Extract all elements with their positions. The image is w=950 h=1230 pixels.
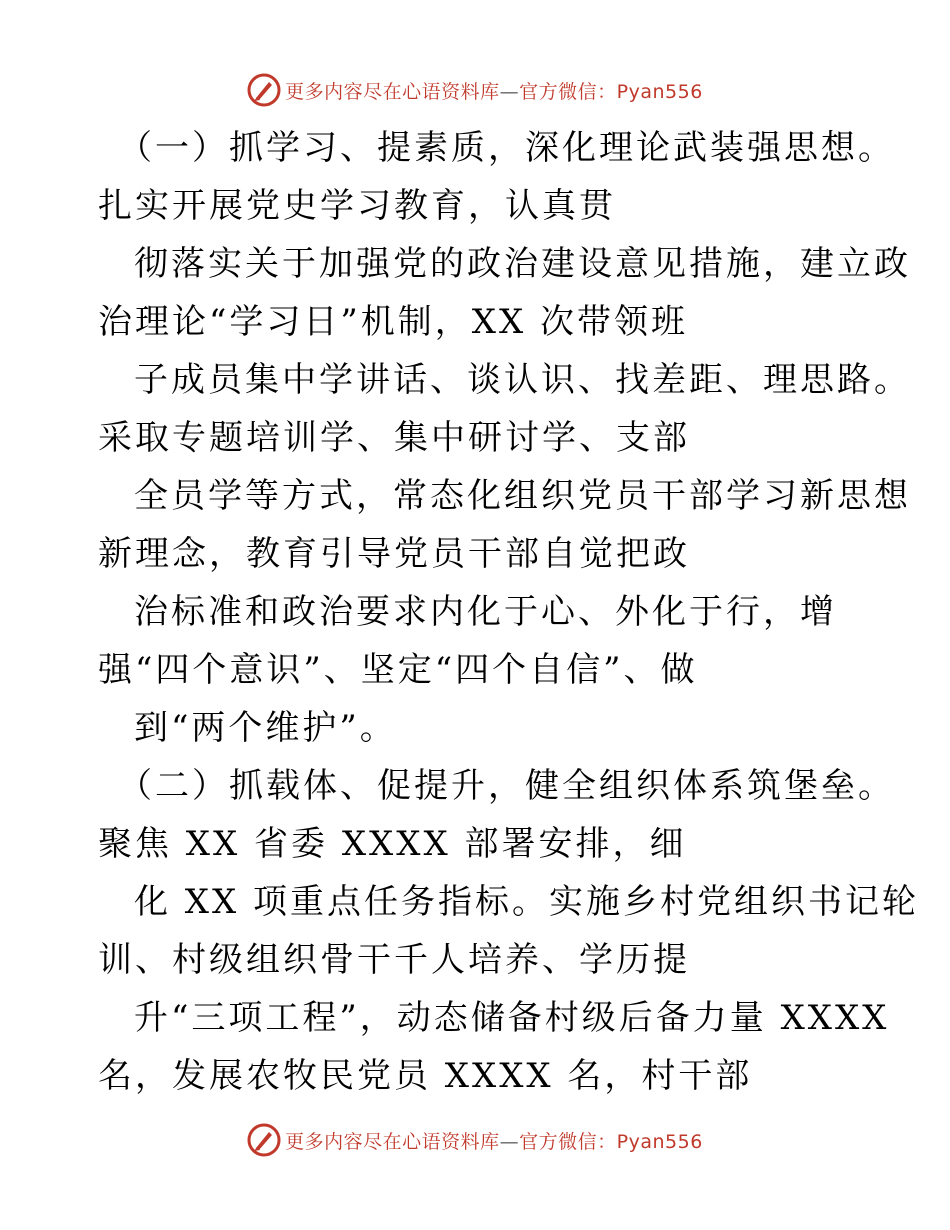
text-line-15: 训、村级组织骨干千人培养、学历提 — [98, 940, 690, 980]
text-line-2: 扎实开展党史学习教育，认真贯 — [98, 186, 616, 226]
text-line-5: 子成员集中学讲话、谈认识、找差距、理思路。 — [134, 360, 911, 400]
text-line-10: 强“四个意识”、坚定“四个自信”、做 — [98, 650, 698, 690]
watermark-text: 更多内容尽在心语资料库—官方微信：Pyan556 — [285, 80, 703, 103]
text-line-13: 聚焦 XX 省委 XXXX 部署安排，细 — [98, 824, 687, 864]
text-line-16: 升“三项工程”，动态储备村级后备力量 XXXX — [134, 998, 890, 1038]
header-watermark — [0, 70, 950, 110]
footer-watermark — [0, 1120, 950, 1160]
text-line-17: 名，发展农牧民党员 XXXX 名，村干部 — [98, 1056, 753, 1096]
text-line-9: 治标准和政治要求内化于心、外化于行，增 — [134, 592, 837, 632]
text-line-3: 彻落实关于加强党的政治建设意见措施，建立政 — [134, 244, 911, 284]
text-line-12: （二）抓载体、促提升，健全组织体系筑堡垒。 — [118, 766, 895, 806]
quill-pen-logo-icon — [247, 73, 281, 107]
text-line-11: 到“两个维护”。 — [134, 708, 397, 748]
text-line-8: 新理念，教育引导党员干部自觉把政 — [98, 534, 690, 574]
text-line-7: 全员学等方式，常态化组织党员干部学习新思想 — [134, 476, 911, 516]
quill-pen-logo-icon — [247, 1123, 281, 1157]
text-line-14: 化 XX 项重点任务指标。实施乡村党组织书记轮 — [134, 882, 920, 922]
text-line-4: 治理论“学习日”机制，XX 次带领班 — [98, 302, 688, 342]
watermark-text: 更多内容尽在心语资料库—官方微信：Pyan556 — [285, 1130, 703, 1153]
text-line-1: （一）抓学习、提素质，深化理论武装强思想。 — [118, 128, 895, 168]
text-line-6: 采取专题培训学、集中研讨学、支部 — [98, 418, 690, 458]
